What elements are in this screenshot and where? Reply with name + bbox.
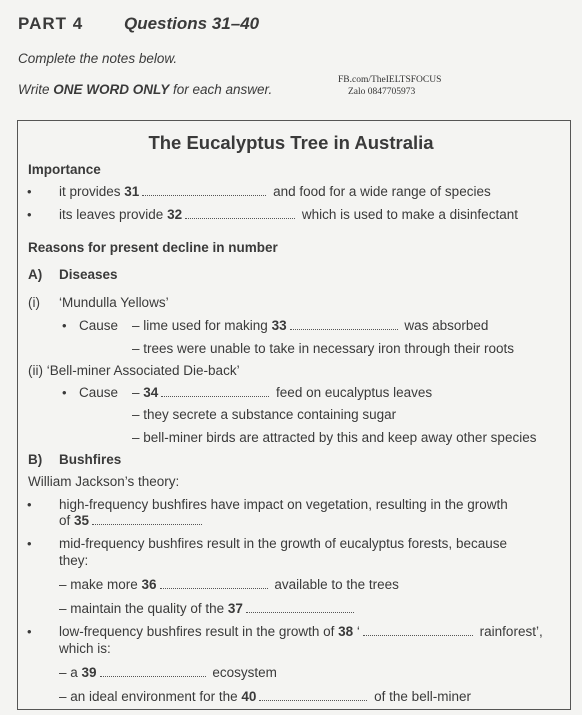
- answer-blank-31[interactable]: [142, 185, 266, 196]
- watermark-facebook: FB.com/TheIELTSFOCUS: [338, 75, 442, 85]
- answer-blank-34[interactable]: [161, 386, 269, 397]
- low-frequency-item-39: – a 39 ecosystem: [59, 665, 277, 680]
- answer-blank-39[interactable]: [100, 666, 206, 677]
- low-frequency-item-40: – an ideal environment for the 40 of the bell-miner: [59, 689, 471, 704]
- bullet-icon: •: [62, 385, 67, 400]
- jackson-theory: William Jackson’s theory:: [28, 474, 180, 489]
- disease-i-label: (i): [28, 295, 40, 310]
- mid-frequency-line2: they:: [59, 553, 89, 568]
- bushfires-heading: Bushfires: [59, 452, 122, 467]
- answer-blank-38[interactable]: [363, 625, 473, 636]
- mid-frequency-item-37: – maintain the quality of the 37: [59, 601, 357, 616]
- importance-item-31: it provides 31 and food for a wide range of species: [59, 184, 491, 199]
- bullet-icon: •: [27, 207, 32, 222]
- bullet-icon: •: [27, 624, 32, 639]
- bushfires-label: B): [28, 452, 43, 467]
- importance-heading: Importance: [28, 162, 101, 177]
- bullet-icon: •: [27, 497, 32, 512]
- importance-item-32: its leaves provide 32 which is used to make a disinfectant: [59, 207, 518, 222]
- diseases-heading: Diseases: [59, 267, 118, 282]
- word-limit-bold: ONE WORD ONLY: [53, 82, 170, 97]
- disease-i-name: ‘Mundulla Yellows’: [59, 295, 169, 310]
- bullet-icon: •: [62, 318, 67, 333]
- low-frequency-line1: low-frequency bushfires result in the growth of 38 ‘ rainforest’,: [59, 624, 543, 639]
- bullet-icon: •: [27, 184, 32, 199]
- cause-item-34: – 34 feed on eucalyptus leaves: [132, 385, 433, 400]
- cause-item-birds: – bell-miner birds are attracted by this and keep away other species: [132, 430, 537, 445]
- cause-label: Cause: [79, 385, 119, 400]
- high-frequency-line2: of 35: [59, 513, 205, 528]
- instruction-complete: Complete the notes below.: [18, 51, 178, 66]
- answer-blank-32[interactable]: [185, 208, 295, 219]
- cause-item-33: – lime used for making 33 was absorbed: [132, 318, 489, 333]
- cause-item-iron: – trees were unable to take in necessary iron through their roots: [132, 341, 514, 356]
- bullet-icon: •: [27, 536, 32, 551]
- answer-blank-37[interactable]: [246, 602, 354, 613]
- cause-item-sugar: – they secrete a substance containing sugar: [132, 407, 397, 422]
- watermark-zalo: Zalo 0847705973: [348, 87, 416, 97]
- high-frequency-line1: high-frequency bushfires have impact on vegetation, resulting in the growth: [59, 497, 508, 512]
- answer-blank-33[interactable]: [290, 319, 398, 330]
- low-frequency-line2: which is:: [59, 641, 111, 656]
- diseases-label: A): [28, 267, 43, 282]
- mid-frequency-line1: mid-frequency bushfires result in the growth of eucalyptus forests, because: [59, 536, 507, 551]
- cause-label: Cause: [79, 318, 119, 333]
- instruction-word-limit: Write ONE WORD ONLY for each answer.: [18, 82, 273, 97]
- disease-ii-name: (ii) ‘Bell-miner Associated Die-back’: [28, 363, 240, 378]
- answer-blank-40[interactable]: [259, 690, 367, 701]
- answer-blank-35[interactable]: [92, 514, 202, 525]
- questions-range: Questions 31–40: [124, 14, 260, 33]
- answer-blank-36[interactable]: [160, 578, 268, 589]
- notes-title: The Eucalyptus Tree in Australia: [148, 132, 434, 153]
- reasons-heading: Reasons for present decline in number: [28, 240, 278, 255]
- mid-frequency-item-36: – make more 36 available to the trees: [59, 577, 399, 592]
- part-label: PART 4: [18, 14, 84, 33]
